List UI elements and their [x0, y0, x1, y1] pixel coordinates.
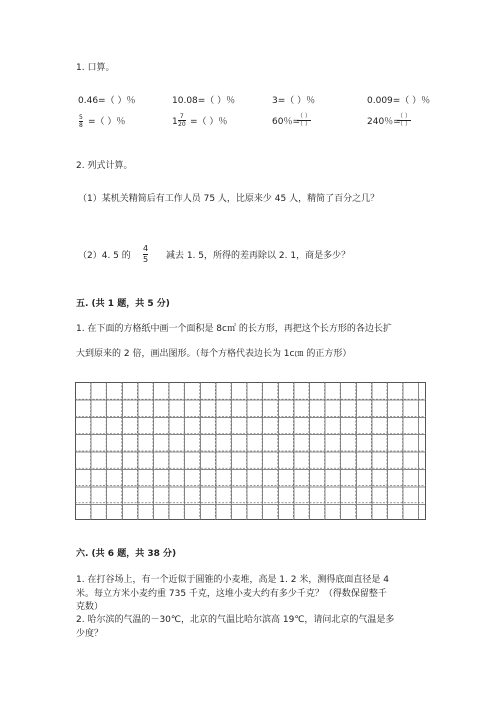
- mixed-whole: 1: [172, 117, 178, 127]
- calc-60-percent: 60％=: [272, 117, 300, 127]
- fraction-numerator: 4: [143, 244, 149, 253]
- grid-paper[interactable]: [75, 382, 426, 520]
- q1-title: 1. 口算。: [76, 63, 115, 73]
- fraction-5-8: [79, 114, 83, 129]
- section5-heading: 五. (共 1 题，共 5 分): [76, 299, 170, 309]
- section6-q1-line2: 米。每立方米小麦约重 735 千克，这堆小麦大约有多少千克？（得数保留整千: [76, 589, 387, 599]
- fraction-denominator: 20: [178, 121, 186, 128]
- fraction-denominator: （ ）: [397, 121, 411, 128]
- grid-lines: [75, 382, 426, 520]
- calc-0-46: 0.46=（ ）％: [78, 96, 136, 106]
- fraction-numerator: 5: [79, 114, 83, 121]
- fraction-numerator: （ ）: [397, 113, 411, 120]
- fraction-denominator: 8: [79, 122, 83, 129]
- fraction-7-20: [178, 113, 186, 128]
- q2-part2-prefix: （2）4. 5 的: [78, 251, 131, 261]
- q2-part1: （1）某机关精简后有工作人员 75 人，比原来少 45 人，精简了百分之几？: [78, 194, 380, 204]
- section5-q1-line2: 大到原来的 2 倍，画出图形。（每个方格代表边长为 1c㎝ 的正方形）: [76, 349, 352, 359]
- fraction-denominator: （ ）: [297, 121, 311, 128]
- calc-1-7-20-rest: =（ ）％: [190, 117, 228, 127]
- q2-part2-suffix: 减去 1. 5，所得的差再除以 2. 1，商是多少？: [166, 251, 351, 261]
- section6-q1-line1: 1. 在打谷场上，有一个近似于圆锥的小麦堆，高是 1. 2 米，测得底面直径是 4: [76, 575, 389, 585]
- section6-q2-line2: 少度？: [76, 629, 104, 639]
- fraction-numerator: （ ）: [297, 113, 311, 120]
- calc-10-08: 10.08=（ ）％: [172, 96, 236, 106]
- q2-title: 2. 列式计算。: [76, 161, 133, 171]
- section5-q1-line1: 1. 在下面的方格纸中画一个面积是 8c㎡ 的长方形，再把这个长方形的各边长扩: [76, 324, 392, 334]
- calc-3: 3=（ ）％: [272, 96, 316, 106]
- calc-0-009: 0.009=（ ）％: [367, 96, 431, 106]
- fraction-numerator: 7: [179, 113, 184, 120]
- calc-5-8-rest: =（ ）％: [88, 117, 126, 127]
- calc-240-percent: 240％=: [367, 117, 401, 127]
- section6-q2-line1: 2. 哈尔滨的气温的－30℃，北京的气温比哈尔滨高 19℃，请问北京的气温是多: [76, 615, 395, 625]
- fraction-blank-60: [297, 113, 311, 128]
- fraction-blank-240: [397, 113, 411, 128]
- fraction-4-5: [143, 244, 148, 265]
- fraction-denominator: 5: [143, 255, 149, 264]
- section6-q1-line3: 克数）: [76, 602, 104, 612]
- section6-heading: 六. (共 6 题，共 38 分): [76, 549, 177, 559]
